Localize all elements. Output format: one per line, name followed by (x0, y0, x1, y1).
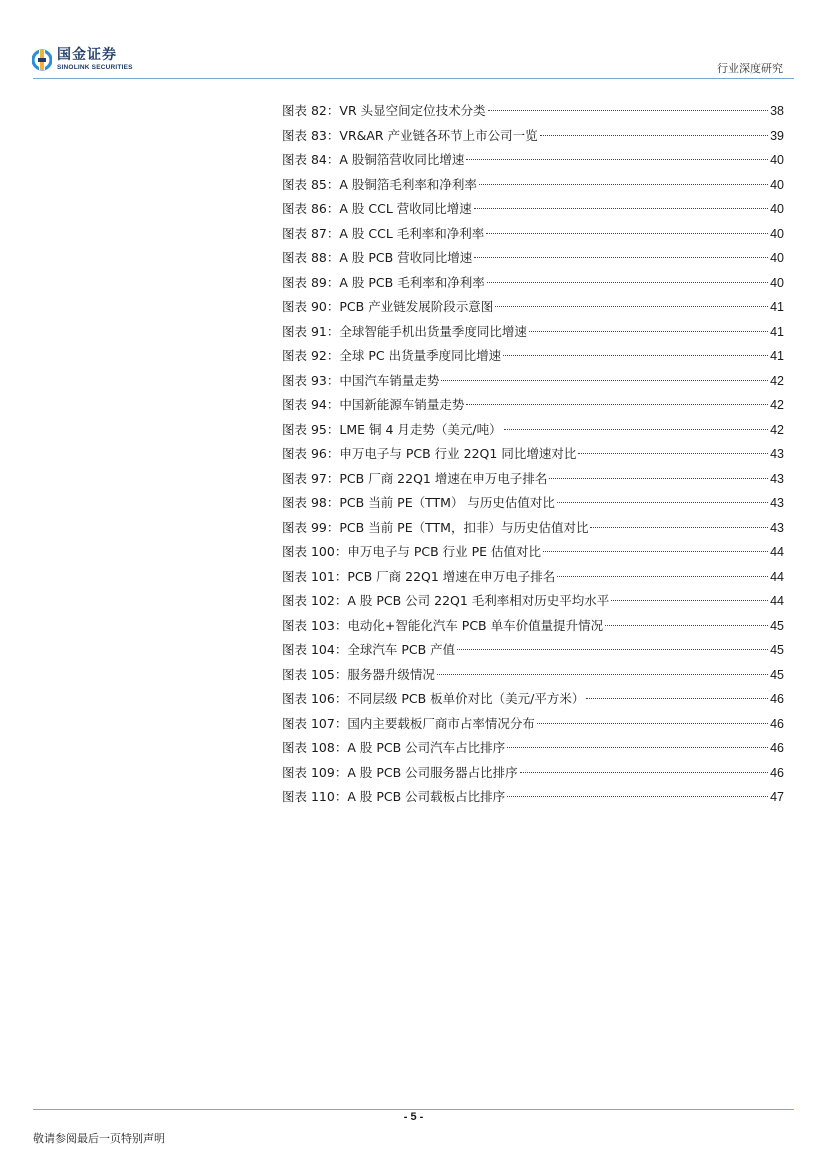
toc-entry-label: 图表 102： (282, 593, 348, 608)
toc-entry[interactable] (282, 148, 784, 173)
toc-entry-page: 42 (770, 422, 784, 437)
toc-entry-label: 图表 98： (282, 495, 340, 510)
toc-entry[interactable] (282, 687, 784, 712)
toc-dot-leader (488, 110, 768, 111)
toc-entry-label: 图表 95： (282, 421, 340, 437)
toc-dot-leader (503, 355, 768, 356)
toc-entry-label: 图表 105： (282, 666, 348, 682)
toc-entry-title: 全球 PC 出货量季度同比增速 (339, 348, 502, 363)
toc-dot-leader (441, 380, 768, 381)
toc-entry-page: 40 (770, 226, 784, 241)
toc-entry-title: A 股 PCB 营收同比增速 (339, 250, 473, 265)
toc-dot-leader (578, 453, 768, 454)
toc-entry-page: 40 (770, 202, 784, 216)
toc-entry-title: 中国汽车销量走势 (339, 372, 440, 388)
toc-entry-label: 图表 89： (282, 274, 340, 290)
toc-dot-leader (586, 698, 768, 699)
toc-entry-title: VR&AR 产业链各环节上市公司一览 (339, 127, 538, 143)
toc-dot-leader (520, 772, 768, 773)
toc-entry-title: 不同层级 PCB 板单价对比（美元/平方米） (347, 691, 585, 706)
toc-entry-title: VR 头显空间定位技术分类 (339, 103, 486, 118)
toc-entry-page: 44 (770, 594, 784, 608)
toc-entry-title: A 股 CCL 营收同比增速 (339, 201, 472, 216)
toc-entry-title: PCB 当前 PE（TTM） 与历史估值对比 (339, 495, 555, 510)
toc-entry-label: 图表 88： (282, 250, 340, 265)
toc-entry-label: 图表 99： (282, 519, 340, 535)
toc-dot-leader (466, 404, 768, 405)
toc-entry-page: 46 (770, 716, 784, 731)
page-header (0, 0, 827, 80)
toc-entry-title: A 股 PCB 毛利率和净利率 (339, 274, 485, 290)
toc-entry-label: 图表 103： (282, 617, 348, 633)
toc-dot-leader (557, 502, 768, 503)
toc-entry[interactable] (282, 271, 784, 296)
footer-disclaimer: 敬请参阅最后一页特别声明 (33, 1132, 165, 1145)
toc-entry-label: 图表 104： (282, 642, 348, 657)
toc-dot-leader (474, 208, 768, 209)
toc-entry-page: 40 (770, 153, 784, 167)
toc-dot-leader (557, 576, 768, 577)
toc-entry-page: 46 (770, 765, 784, 780)
toc-dot-leader (507, 796, 768, 797)
toc-entry-page: 40 (770, 275, 784, 290)
toc-entry-title: 申万电子与 PCB 行业 22Q1 同比增速对比 (339, 446, 577, 461)
toc-entry[interactable] (282, 785, 784, 810)
toc-entry[interactable] (282, 197, 784, 222)
toc-entry[interactable] (282, 99, 784, 124)
toc-entry-label: 图表 91： (282, 323, 340, 339)
toc-entry[interactable] (282, 467, 784, 492)
toc-entry-page: 44 (770, 545, 784, 559)
toc-entry[interactable] (282, 565, 784, 590)
toc-entry-page: 43 (770, 447, 784, 461)
toc-entry-label: 图表 106： (282, 691, 348, 706)
toc-entry[interactable] (282, 589, 784, 614)
toc-dot-leader (495, 306, 768, 307)
toc-entry-title: 全球智能手机出货量季度同比增速 (339, 323, 527, 339)
toc-entry-title: A 股铜箔营收同比增速 (339, 152, 465, 167)
toc-entry[interactable] (282, 173, 784, 198)
toc-entry-page: 46 (770, 692, 784, 706)
toc-entry-page: 41 (770, 300, 784, 314)
toc-entry-label: 图表 109： (282, 764, 348, 780)
toc-dot-leader (504, 429, 768, 430)
toc-entry-title: A 股 CCL 毛利率和净利率 (339, 225, 485, 241)
toc-entry-title: 电动化+智能化汽车 PCB 单车价值量提升情况 (347, 617, 604, 633)
toc-entry-title: A 股铜箔毛利率和净利率 (339, 176, 477, 192)
toc-entry-label: 图表 84： (282, 152, 340, 167)
toc-dot-leader (590, 527, 768, 528)
toc-entry-label: 图表 94： (282, 397, 340, 412)
toc-entry-title: 服务器升级情况 (347, 666, 435, 682)
toc-entry-title: A 股 PCB 公司服务器占比排序 (347, 764, 518, 780)
toc-entry-label: 图表 108： (282, 740, 348, 755)
toc-dot-leader (529, 331, 768, 332)
table-of-contents (282, 99, 784, 810)
document-type: 行业深度研究 (717, 62, 783, 75)
toc-entry-page: 45 (770, 667, 784, 682)
toc-entry-label: 图表 107： (282, 715, 348, 731)
toc-entry-page: 43 (770, 496, 784, 510)
toc-entry-label: 图表 86： (282, 201, 340, 216)
toc-entry-label: 图表 101： (282, 568, 348, 584)
toc-entry-title: PCB 厂商 22Q1 增速在申万电子排名 (339, 470, 548, 486)
toc-entry[interactable] (282, 442, 784, 467)
toc-entry[interactable] (282, 124, 784, 149)
toc-dot-leader (611, 600, 768, 601)
toc-dot-leader (605, 625, 768, 626)
toc-entry-title: PCB 产业链发展阶段示意图 (339, 299, 494, 314)
toc-entry-title: A 股 PCB 公司 22Q1 毛利率相对历史平均水平 (347, 593, 610, 608)
toc-dot-leader (543, 551, 768, 552)
toc-dot-leader (487, 282, 768, 283)
toc-entry[interactable] (282, 344, 784, 369)
toc-entry-page: 42 (770, 373, 784, 388)
toc-dot-leader (457, 649, 768, 650)
toc-entry[interactable] (282, 540, 784, 565)
toc-entry[interactable] (282, 418, 784, 443)
toc-entry[interactable] (282, 712, 784, 737)
toc-entry-page: 42 (770, 398, 784, 412)
toc-entry-title: 全球汽车 PCB 产值 (347, 642, 456, 657)
toc-entry-title: LME 铜 4 月走势（美元/吨） (339, 421, 502, 437)
toc-entry-page: 40 (770, 177, 784, 192)
brand-name-en: SINOLINK SECURITIES (57, 64, 133, 71)
toc-entry-label: 图表 93： (282, 372, 340, 388)
toc-entry-label: 图表 100： (282, 544, 348, 559)
toc-entry[interactable] (282, 736, 784, 761)
toc-entry-title: 申万电子与 PCB 行业 PE 估值对比 (347, 544, 542, 559)
toc-entry-page: 43 (770, 520, 784, 535)
toc-entry[interactable] (282, 614, 784, 639)
toc-entry-title: PCB 厂商 22Q1 增速在申万电子排名 (347, 568, 556, 584)
toc-entry-label: 图表 96： (282, 446, 340, 461)
toc-dot-leader (479, 184, 768, 185)
toc-entry-title: A 股 PCB 公司汽车占比排序 (347, 740, 506, 755)
toc-entry-label: 图表 97： (282, 470, 340, 486)
toc-entry-label: 图表 92： (282, 348, 340, 363)
toc-entry-page: 45 (770, 618, 784, 633)
toc-entry-page: 45 (770, 643, 784, 657)
toc-dot-leader (507, 747, 768, 748)
brand (57, 47, 133, 72)
toc-entry-label: 图表 87： (282, 225, 340, 241)
toc-dot-leader (537, 723, 768, 724)
toc-entry-title: 国内主要载板厂商市占率情况分布 (347, 715, 535, 731)
toc-entry[interactable] (282, 393, 784, 418)
toc-entry-page: 47 (770, 790, 784, 804)
toc-entry-label: 图表 82： (282, 103, 340, 118)
toc-entry-page: 41 (770, 324, 784, 339)
toc-entry-page: 38 (770, 104, 784, 118)
toc-dot-leader (466, 159, 768, 160)
toc-dot-leader (486, 233, 768, 234)
toc-entry-title: 中国新能源车销量走势 (339, 397, 465, 412)
toc-dot-leader (549, 478, 768, 479)
toc-entry[interactable] (282, 638, 784, 663)
toc-entry[interactable] (282, 222, 784, 247)
toc-entry-title: A 股 PCB 公司载板占比排序 (347, 789, 506, 804)
toc-entry-page: 43 (770, 471, 784, 486)
brand-name-cn: 国金证券 (57, 47, 117, 63)
toc-entry[interactable] (282, 295, 784, 320)
toc-entry-label: 图表 110： (282, 789, 348, 804)
toc-dot-leader (474, 257, 768, 258)
toc-entry-title: PCB 当前 PE（TTM，扣非）与历史估值对比 (339, 519, 589, 535)
toc-entry[interactable] (282, 369, 784, 394)
toc-entry[interactable] (282, 516, 784, 541)
toc-entry-page: 41 (770, 349, 784, 363)
toc-entry[interactable] (282, 761, 784, 786)
toc-entry-label: 图表 90： (282, 299, 340, 314)
toc-entry-label: 图表 83： (282, 127, 340, 143)
toc-dot-leader (437, 674, 768, 675)
toc-entry[interactable] (282, 491, 784, 516)
toc-entry[interactable] (282, 663, 784, 688)
page-number: - 5 - (403, 1111, 424, 1123)
toc-dot-leader (540, 135, 769, 136)
sinolink-logo-icon (32, 46, 52, 74)
toc-entry-page: 46 (770, 741, 784, 755)
toc-entry-page: 44 (770, 569, 784, 584)
toc-entry-label: 图表 85： (282, 176, 340, 192)
toc-entry-page: 40 (770, 251, 784, 265)
toc-entry[interactable] (282, 246, 784, 271)
toc-entry[interactable] (282, 320, 784, 345)
toc-entry-page: 39 (770, 128, 784, 143)
footer-divider (33, 1109, 794, 1110)
header-divider (33, 78, 794, 79)
